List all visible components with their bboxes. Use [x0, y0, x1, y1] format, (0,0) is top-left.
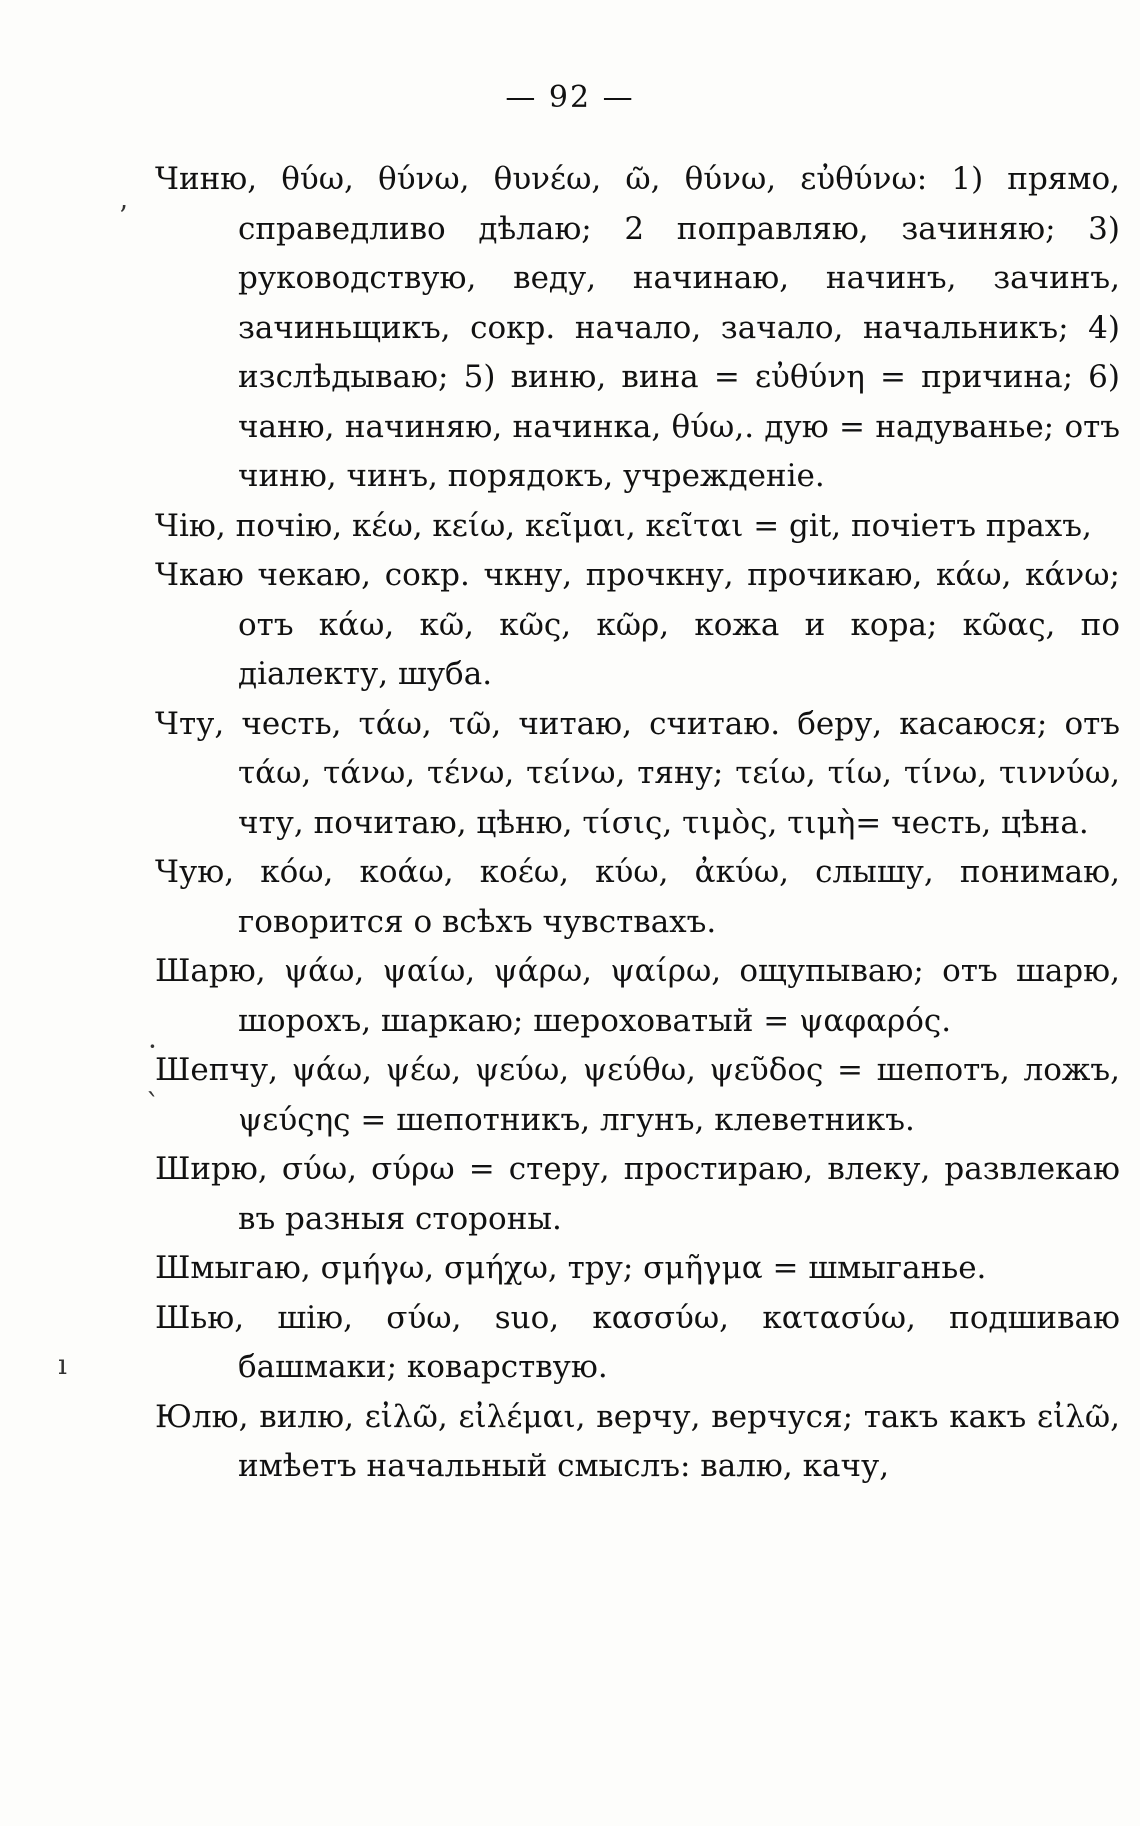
edge-mark: ·	[148, 1030, 157, 1063]
edge-mark: ı	[58, 1348, 67, 1381]
dictionary-entries	[155, 155, 1120, 1492]
entry-shepchu: Шепчу, ψάω, ψέω, ψεύω, ψεύθω, ψεῦδος = шепотъ, ложъ, ψεύςης = шепотникъ, лгунъ, клеветникъ.	[155, 1052, 1120, 1138]
entry-shmygayu: Шмыгаю, σμήγω, σμήχω, тру; σμῆγμα = шмыганье.	[155, 1250, 987, 1286]
edge-mark: ˋ	[146, 1088, 160, 1121]
entry-yulyu: Юлю, вилю, εἰλῶ, εἰλέμαι, верчу, верчуся; такъ какъ εἰλῶ, имѣетъ начальный смыслъ: валю, качу,	[155, 1398, 1120, 1484]
entry-chkayu: Чкаю чекаю, сокр. чкну, прочкну, прочикаю, κάω, κάνω; отъ κάω, κῶ, κῶς, κῶρ, кожа и кора; κῶας, по діалекту, шуба.	[155, 557, 1120, 692]
entry-shiryu: Ширю, σύω, σύρω = стеру, простираю, влеку, развлекаю въ разныя стороны.	[155, 1151, 1120, 1237]
edge-mark: ʼ	[118, 200, 127, 233]
entry-shyu: Шью, шію, σύω, suo, κασσύω, κατασύω, подшиваю башмаки; коварствую.	[155, 1299, 1120, 1385]
entry-chtu: Чту, честь, τάω, τῶ, читаю, считаю. беру, касаюся; отъ τάω, τάνω, τένω, τείνω, тяну; τείω, τίω, τίνω, τιννύω, чту, почитаю, цѣню, τίσις, τιμὸς, τιμὴ= честь, цѣна.	[155, 705, 1120, 841]
entry-sharyu: Шарю, ψάω, ψαίω, ψάρω, ψαίρω, ощупываю; отъ шарю, шорохъ, шаркаю; шероховатый = ψαφαρός.	[155, 953, 1120, 1039]
entry-chiyu: Чію, почію, κέω, κείω, κεῖμαι, κεῖται = git, почіетъ прахъ,	[155, 507, 1092, 544]
entry-chinyu: Чиню, θύω, θύνω, θυνέω, ῶ, θύνω, εὐθύνω: 1) прямо, справедливо дѣлаю; 2 поправляю, зачиняю; 3) руководствую, веду, начинаю, начинъ, зачинъ, зачиньщикъ, сокр. начало, зачало, начальникъ; 4) изслѣдываю; 5) виню, вина = εὐθύνη = причина; 6) чаню, начиняю, начинка, θύω,. дую = надуванье; отъ чиню, чинъ, порядокъ, учрежденіе.	[155, 161, 1120, 494]
entry-chuyu: Чую, κόω, κοάω, κοέω, κύω, ἀκύω, слышу, понимаю, говорится о всѣхъ чувствахъ.	[155, 854, 1120, 940]
page-number: — 92 —	[505, 80, 635, 115]
